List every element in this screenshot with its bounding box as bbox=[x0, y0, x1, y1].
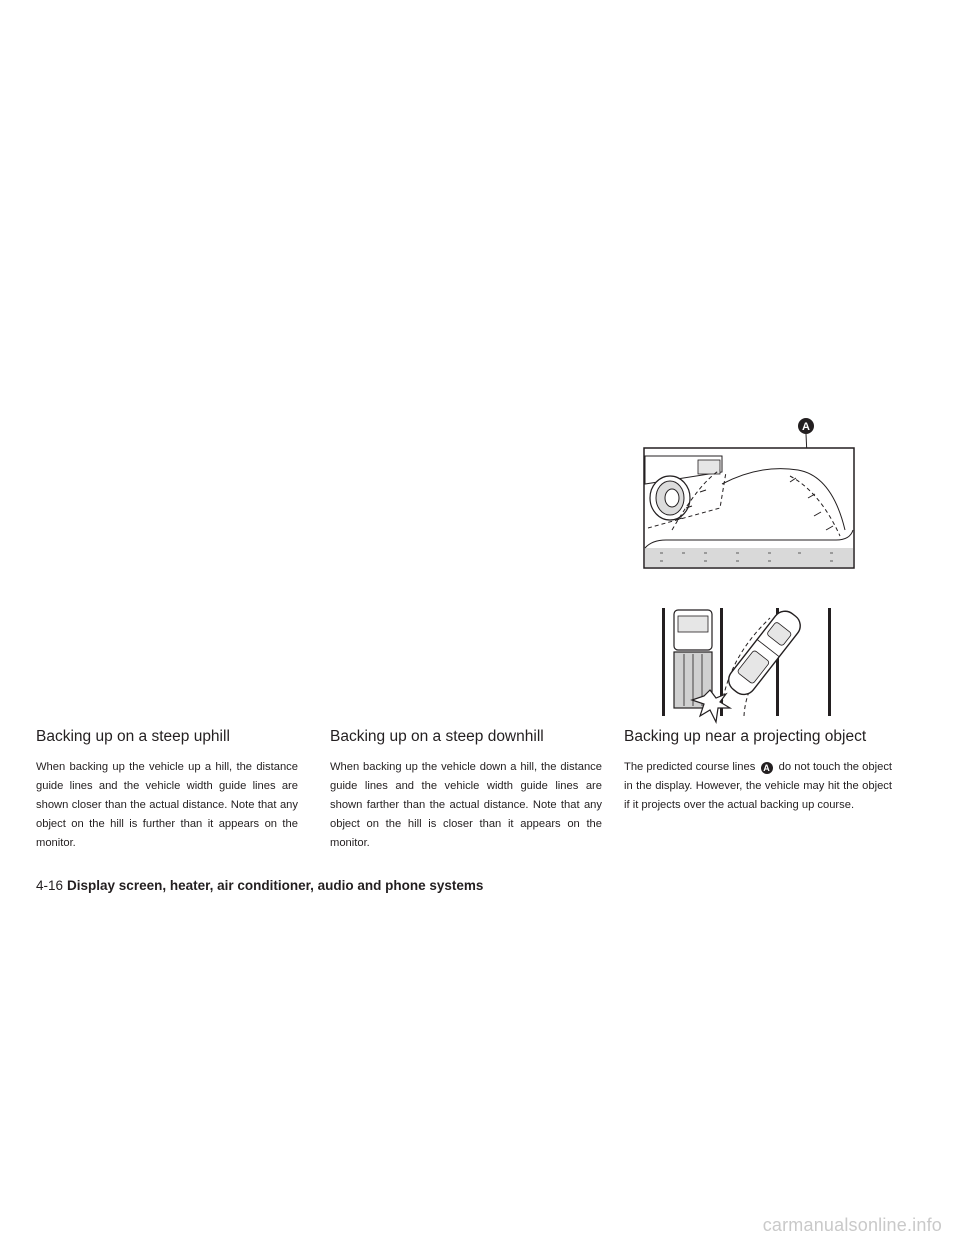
monitor-view-illustration bbox=[640, 412, 860, 572]
callout-a-inline-marker: A bbox=[761, 762, 773, 774]
section-heading: Backing up on a steep uphill bbox=[36, 728, 230, 745]
section-heading: Backing up near a projecting object bbox=[624, 728, 867, 745]
section-uphill bbox=[36, 728, 298, 853]
section-body bbox=[624, 758, 892, 815]
page-number: 4-16 bbox=[36, 878, 64, 893]
watermark: carmanualsonline.info bbox=[762, 1215, 942, 1235]
chapter-title: Display screen, heater, air conditioner, audio and phone systems bbox=[67, 878, 484, 893]
section-downhill bbox=[330, 728, 602, 853]
page-footer bbox=[36, 878, 483, 893]
callout-a-label: A bbox=[802, 421, 810, 433]
section-heading: Backing up on a steep downhill bbox=[330, 728, 544, 745]
section-body: When backing up the vehicle down a hill, the distance guide lines and the vehicle width guide lines are shown farther than the actual distance. Note that any object on the hill is closer than it appears on the monitor. bbox=[330, 761, 602, 849]
body-text-after: do not touch the object in the display. However, the vehicle may hit the object if it projects over the actual backing up course. bbox=[624, 761, 893, 811]
body-text-before: The predicted course lines bbox=[624, 761, 756, 773]
section-projecting-object bbox=[624, 728, 892, 815]
section-body: When backing up the vehicle up a hill, the distance guide lines and the vehicle width guide lines are shown closer than the actual distance. Note that any object on the hill is further than it appears on the monitor. bbox=[36, 761, 298, 849]
parking-lot-illustration bbox=[650, 596, 850, 726]
